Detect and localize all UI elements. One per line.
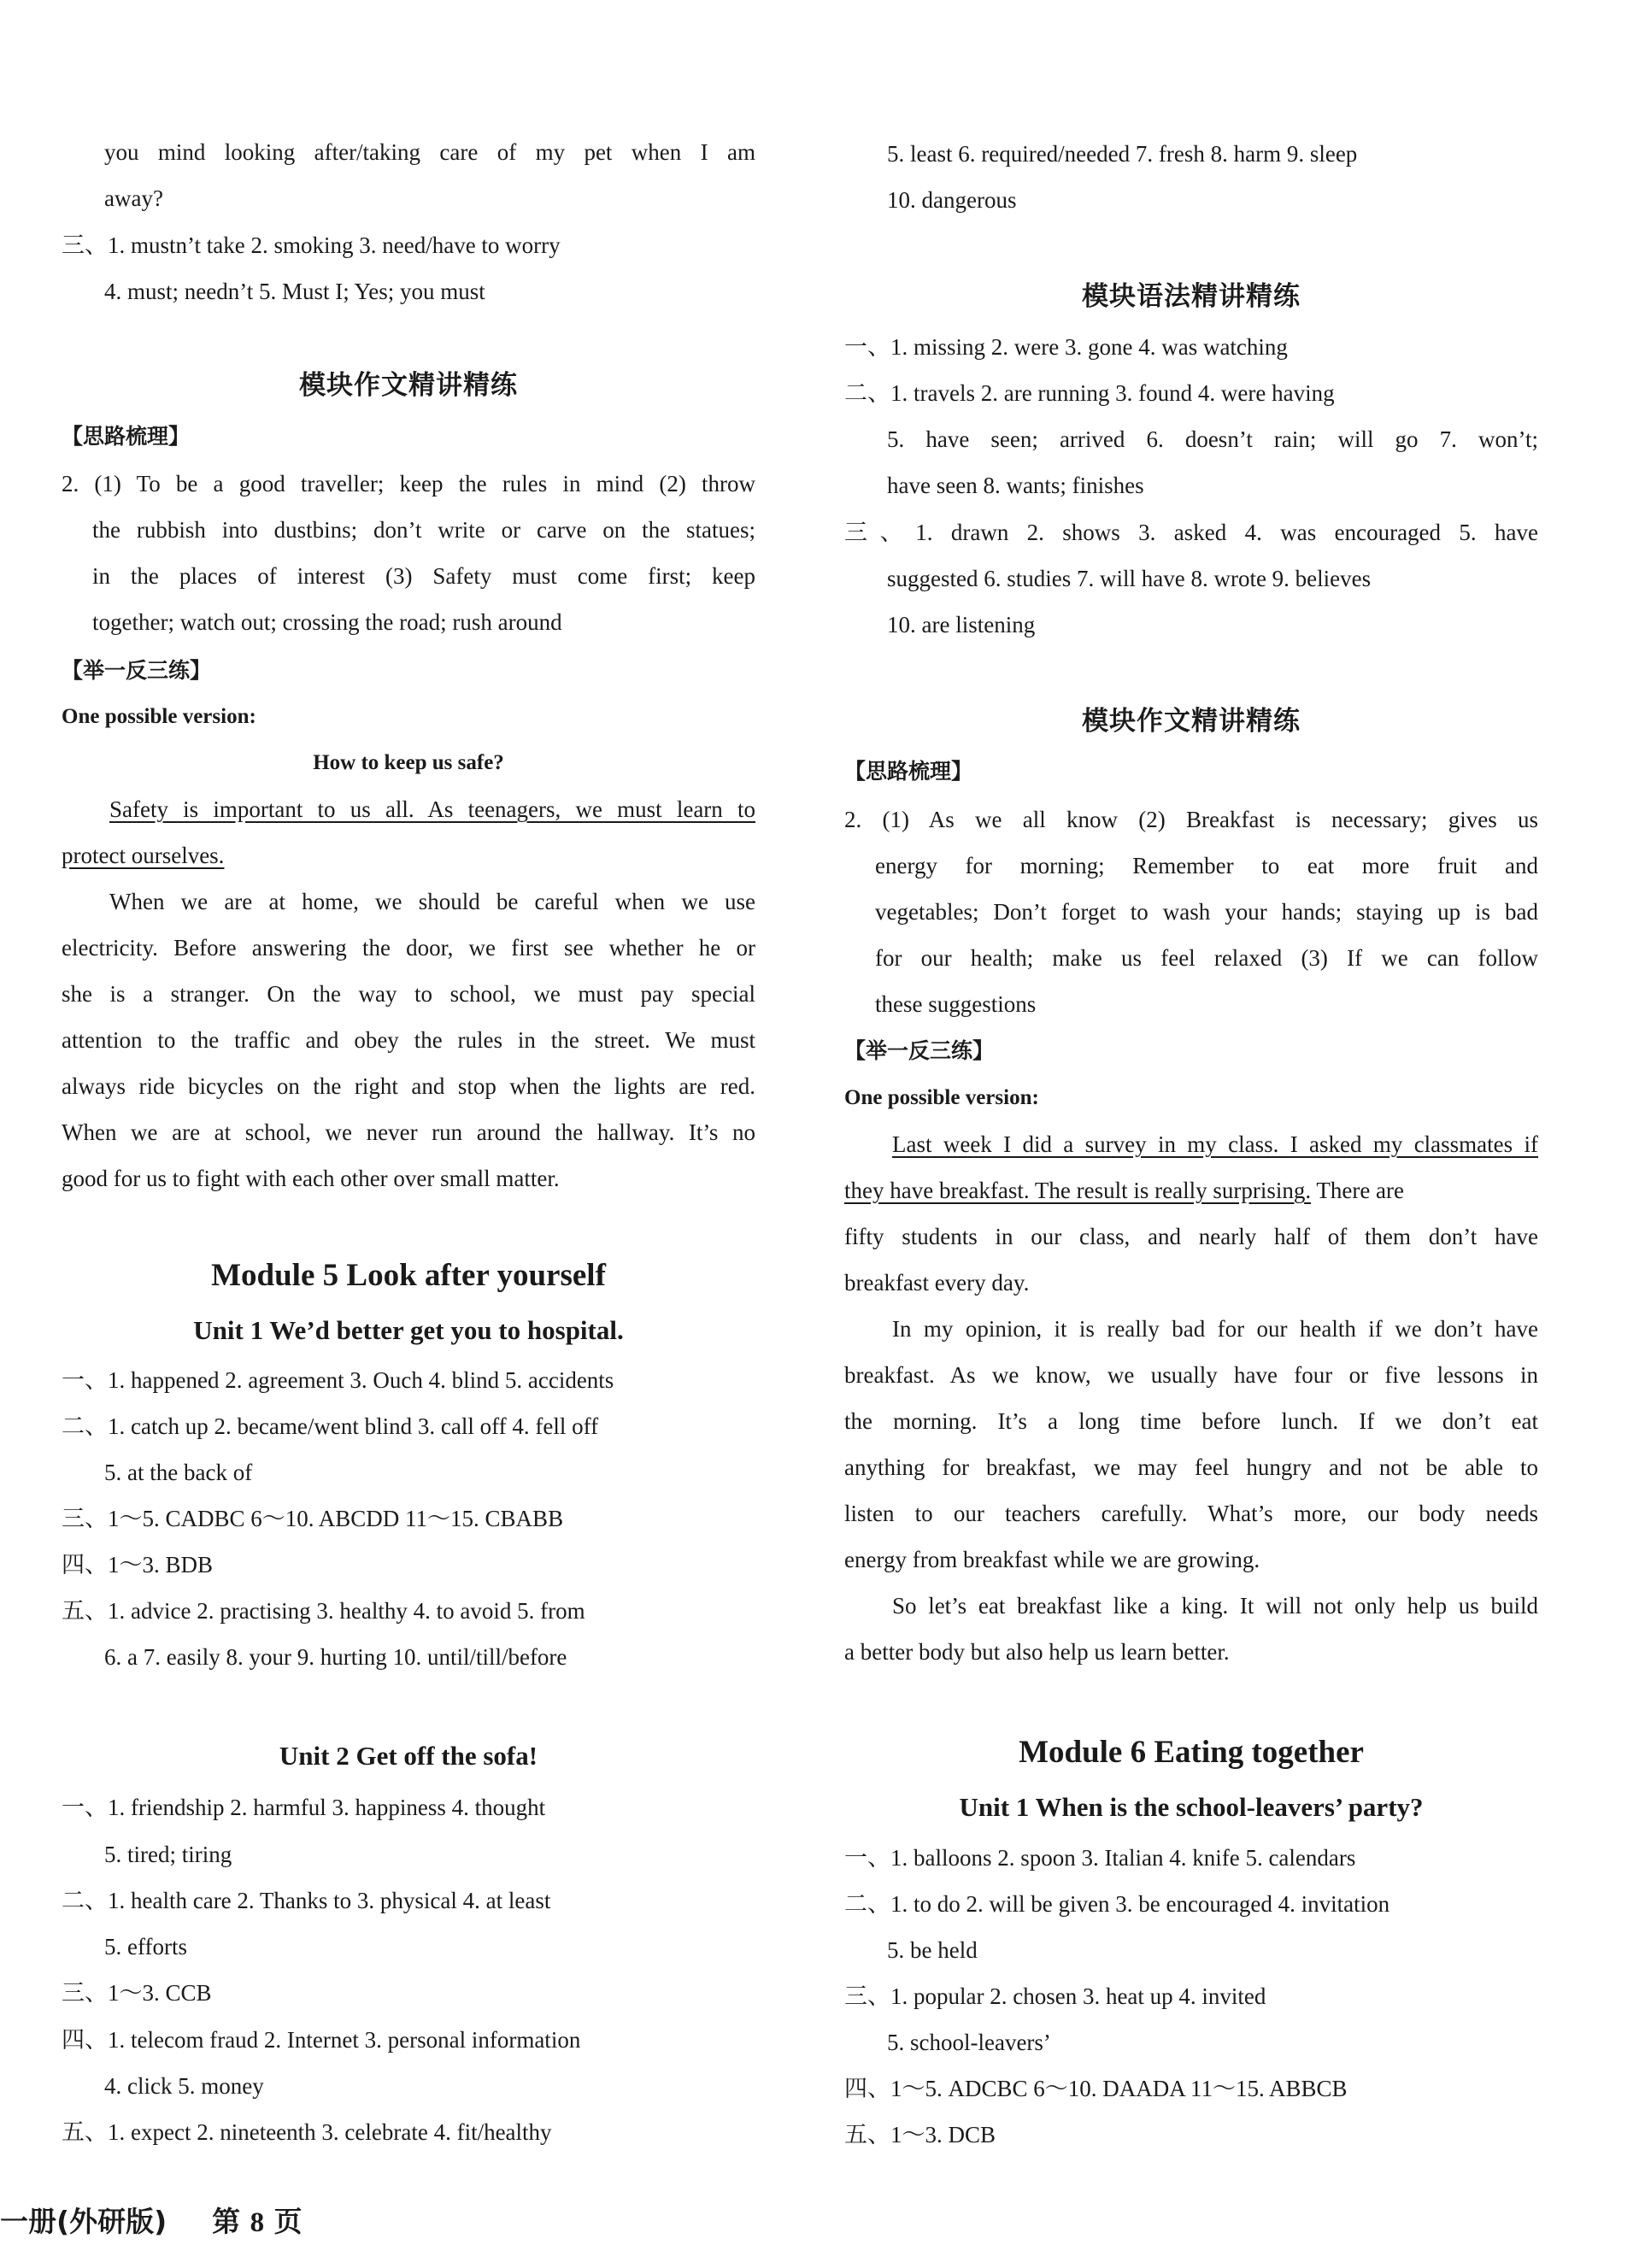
essay-line: listen to our teachers carefully. What’s more, our body needs — [844, 1501, 1538, 1526]
essay-line: When we are at home, we should be careful when we use — [109, 889, 755, 914]
essay-line: attention to the traffic and obey the rules in the street. We must — [62, 1027, 755, 1053]
subsection-label: 【思路梳理】 — [844, 759, 973, 784]
essay-line: In my opinion, it is really bad for our health if we don’t have — [892, 1316, 1538, 1342]
page-label-prefix: 第 — [212, 2205, 241, 2238]
answer-line: the rubbish into dustbins; don’t write or carve on the statues; — [92, 517, 755, 543]
module-heading: Module 5 Look after yourself — [211, 1258, 606, 1293]
answer-line: 5. tired; tiring — [104, 1842, 232, 1867]
answer-line: vegetables; Don’t forget to wash your hands; staying up is bad — [875, 899, 1538, 925]
essay-underlined-text: they have breakfast. The result is really surprising. — [844, 1178, 1312, 1203]
answer-line: 四、1～3. BDB — [62, 1552, 214, 1578]
answer-line: 10. are listening — [887, 612, 1036, 638]
answer-line: 6. a 7. easily 8. your 9. hurting 10. until/till/before — [104, 1644, 567, 1670]
answer-line: 一、1. friendship 2. harmful 3. happiness 4. thought — [62, 1795, 546, 1820]
section-title: 模块作文精讲精练 — [299, 370, 518, 401]
answer-line: 一、1. balloons 2. spoon 3. Italian 4. knife 5. calendars — [844, 1845, 1356, 1871]
page-label-suffix: 页 — [273, 2205, 303, 2238]
essay-line: good for us to fight with each other over small matter. — [62, 1166, 560, 1191]
answer-line: you mind looking after/taking care of my pet when I am — [104, 139, 755, 165]
answer-line: 三、1. popular 2. chosen 3. heat up 4. invited — [844, 1983, 1266, 2009]
essay-line: protect ourselves. — [62, 843, 225, 868]
unit-heading: Unit 1 When is the school-leavers’ party? — [959, 1792, 1424, 1822]
essay-line: Last week I did a survey in my class. I asked my classmates if — [892, 1131, 1538, 1157]
answer-line: 五、1. advice 2. practising 3. healthy 4. to avoid 5. from — [62, 1598, 585, 1624]
essay-text: There are — [1311, 1178, 1405, 1203]
answer-line: 5. school-leavers’ — [887, 2030, 1051, 2055]
essay-line: Safety is important to us all. As teenagers, we must learn to — [109, 796, 755, 822]
answer-line: 一、1. missing 2. were 3. gone 4. was watching — [844, 334, 1288, 360]
answer-line: 2. (1) To be a good traveller; keep the rules in mind (2) throw — [62, 471, 755, 496]
essay-line: she is a stranger. On the way to school, we must pay special — [62, 981, 755, 1007]
answer-line: 5. be held — [887, 1937, 978, 1963]
answer-line: away? — [104, 185, 163, 211]
unit-heading: Unit 2 Get off the sofa! — [279, 1741, 538, 1771]
essay-line: fifty students in our class, and nearly half of them don’t have — [844, 1224, 1538, 1249]
answer-line: 三、1～3. CCB — [62, 1980, 212, 2006]
answer-line: 4. click 5. money — [104, 2073, 264, 2099]
answer-line: have seen 8. wants; finishes — [887, 473, 1144, 498]
essay-line: When we are at school, we never run around the hallway. It’s no — [62, 1119, 755, 1145]
answer-line: 四、1. telecom fraud 2. Internet 3. personal information — [62, 2027, 581, 2053]
section-title: 模块语法精讲精练 — [1082, 281, 1301, 312]
answer-line: 4. must; needn’t 5. Must I; Yes; you must — [104, 279, 485, 304]
essay-line: So let’s eat breakfast like a king. It will not only help us build — [892, 1593, 1538, 1619]
answer-line: 四、1～5. ADCBC 6～10. DAADA 11～15. ABBCB — [844, 2076, 1348, 2101]
answer-line: 三、1. drawn 2. shows 3. asked 4. was encouraged 5. have — [844, 520, 1538, 545]
answer-line: for our health; make us feel relaxed (3) If we can follow — [875, 945, 1538, 971]
essay-line: always ride bicycles on the right and stop when the lights are red. — [62, 1073, 755, 1099]
answer-line: 二、1. to do 2. will be given 3. be encouraged 4. invitation — [844, 1891, 1390, 1917]
answer-line: 二、1. catch up 2. became/went blind 3. call off 4. fell off — [62, 1413, 599, 1439]
section-title: 模块作文精讲精练 — [1082, 706, 1301, 737]
essay-title: How to keep us safe? — [313, 751, 504, 774]
answer-line: 二、1. health care 2. Thanks to 3. physical 4. at least — [62, 1888, 551, 1913]
essay-line: breakfast. As we know, we usually have four or five lessons in — [844, 1362, 1538, 1388]
essay-line: anything for breakfast, we may feel hungry and not be able to — [844, 1454, 1538, 1480]
subsection-label: 【举一反三练】 — [844, 1038, 995, 1063]
answer-line: 2. (1) As we all know (2) Breakfast is necessary; gives us — [844, 807, 1538, 832]
essay-line: a better body but also help us learn better. — [844, 1639, 1230, 1665]
module-heading: Module 6 Eating together — [1019, 1735, 1364, 1770]
unit-heading: Unit 1 We’d better get you to hospital. — [193, 1315, 624, 1345]
answer-line: 三、1～5. CADBC 6～10. ABCDD 11～15. CBABB — [62, 1506, 564, 1531]
answer-line: 五、1～3. DCB — [844, 2122, 996, 2148]
subsection-label: 【举一反三练】 — [62, 658, 212, 683]
answer-line: 10. dangerous — [887, 187, 1017, 213]
answer-line: 三、1. mustn’t take 2. smoking 3. need/have to worry — [62, 232, 561, 258]
essay-line: breakfast every day. — [844, 1270, 1030, 1296]
answer-line: these suggestions — [875, 991, 1037, 1017]
answer-line: suggested 6. studies 7. will have 8. wrote 9. believes — [887, 566, 1372, 591]
answer-line: 二、1. travels 2. are running 3. found 4. were having — [844, 380, 1335, 406]
page-number: 8 — [250, 2207, 265, 2238]
essay-line — [844, 1176, 1404, 1205]
essay-line: electricity. Before answering the door, we first see whether he or — [62, 935, 755, 961]
answer-line: 5. efforts — [104, 1934, 187, 1960]
page-footer — [0, 2200, 303, 2240]
answer-line: 5. at the back of — [104, 1460, 253, 1485]
answer-line: in the places of interest (3) Safety must come first; keep — [92, 563, 755, 589]
subsection-label: 【思路梳理】 — [62, 424, 191, 449]
answer-line: 一、1. happened 2. agreement 3. Ouch 4. blind 5. accidents — [62, 1367, 614, 1393]
answer-line: 5. least 6. required/needed 7. fresh 8. harm 9. sleep — [887, 141, 1358, 167]
answer-line: together; watch out; crossing the road; rush around — [92, 609, 562, 635]
answer-line: 5. have seen; arrived 6. doesn’t rain; will go 7. won’t; — [887, 426, 1538, 452]
version-label: One possible version: — [844, 1086, 1039, 1109]
essay-line: energy from breakfast while we are growing. — [844, 1547, 1260, 1572]
answer-line: energy for morning; Remember to eat more fruit and — [875, 853, 1538, 878]
answer-line: 五、1. expect 2. nineteenth 3. celebrate 4. fit/healthy — [62, 2119, 552, 2145]
essay-line: the morning. It’s a long time before lunch. If we don’t eat — [844, 1408, 1538, 1434]
version-label: One possible version: — [62, 705, 256, 728]
book-edition: 一册(外研版) — [0, 2205, 167, 2238]
